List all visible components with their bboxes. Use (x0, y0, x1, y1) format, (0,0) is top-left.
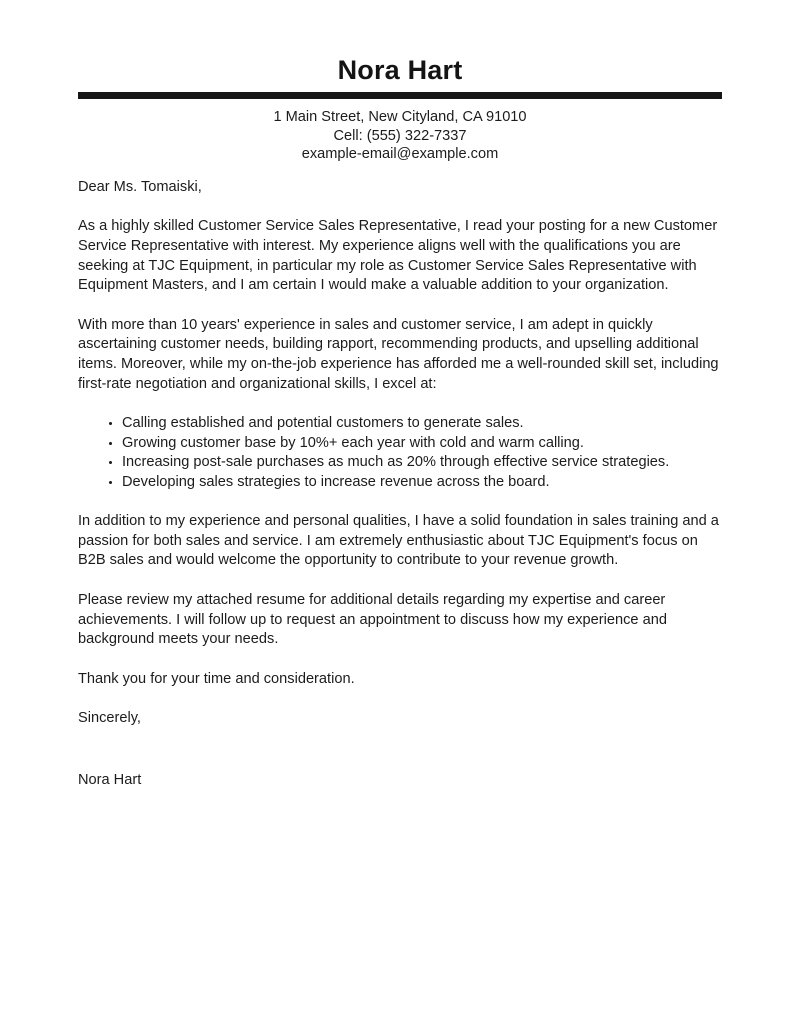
bullet-item: • Calling established and potential customers to generate sales. (122, 414, 722, 434)
bullet-item: • Increasing post-sale purchases as much as 20% through effective service strategies. (122, 453, 722, 473)
contact-block (78, 108, 722, 164)
signature-name: Nora Hart (78, 771, 142, 788)
thanks-line: Thank you for your time and consideration. (78, 670, 355, 687)
header-divider (78, 92, 722, 99)
contact-address: 1 Main Street, New Cityland, CA 91010 (273, 109, 527, 125)
letter-author-name: Nora Hart (337, 55, 463, 85)
bullet-item: • Developing sales strategies to increase revenue across the board. (122, 473, 722, 493)
contact-email: example-email@example.com (301, 146, 499, 163)
experience-paragraph: With more than 10 years' experience in sales and customer service, I am adept in quickly ascertaining customer needs, building rapport, recommending products, and upselling additional items. Moreover, while my on-the-job experience has afforded me a well-rounded skill set, including first-rate negotiation and organizational skills, I excel at: (78, 316, 719, 392)
intro-paragraph: As a highly skilled Customer Service Sales Representative, I read your posting for a new Customer Service Representative with interest. My experience aligns well with the qualifications you are seeking at TJC Equipment, in particular my role as Customer Service Sales Representative with Equipment Masters, and I am certain I would make a valuable addition to your organization. (78, 218, 718, 294)
valediction: Sincerely, (78, 710, 141, 727)
contact-phone: Cell: (555) 322-7337 (333, 127, 467, 144)
qualities-paragraph: In addition to my experience and personal qualities, I have a solid foundation in sales training and a passion for both sales and service. I am extremely enthusiastic about TJC Equipment's focus on B2B sales and would welcome the opportunity to contribute to your revenue growth. (78, 513, 719, 569)
skills-bullet-list (78, 414, 722, 492)
bullet-item: • Growing customer base by 10%+ each year with cold and warm calling. (122, 434, 722, 454)
letter-body (78, 178, 722, 791)
follow-up-paragraph: Please review my attached resume for additional details regarding my expertise and career achievements. I will follow up to request an appointment to discuss how my experience and background meets your needs. (78, 591, 667, 648)
salutation: Dear Ms. Tomaiski, (78, 178, 202, 195)
